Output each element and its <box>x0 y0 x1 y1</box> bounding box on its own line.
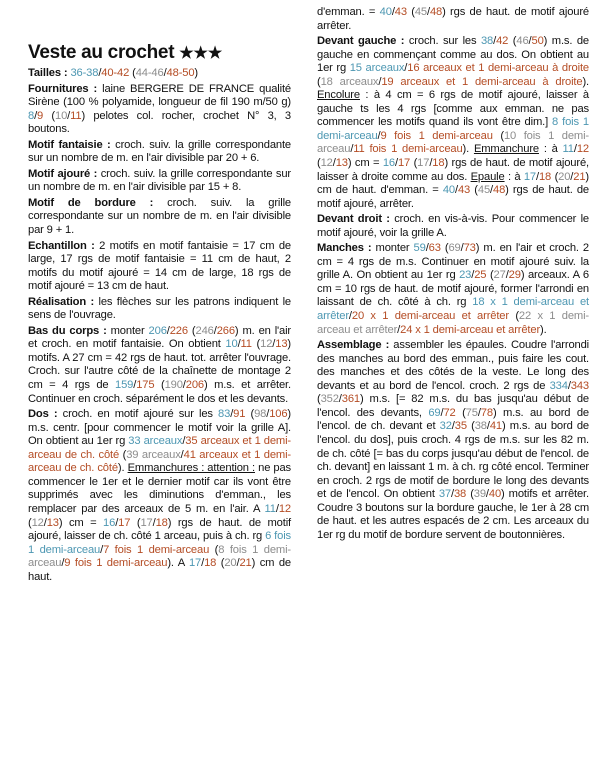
text-run: ) cm de haut. d'emman. = <box>317 170 589 197</box>
size-value: 37 <box>438 488 452 501</box>
size-value: 48 <box>429 6 443 18</box>
text-run: ) m.s. [= 82 m.s. du bas jusqu'au début de l'encol. des devants, <box>317 393 589 419</box>
subsection-heading: Emmanchures : attention : <box>127 462 255 475</box>
size-value: 69 <box>448 242 461 255</box>
size-value: 7 fois 1 demi-arceau <box>103 543 210 556</box>
text-run: ) cm de haut. <box>28 557 291 583</box>
left-paragraph <box>28 240 291 294</box>
text-run: laine BERGERE DE FRANCE qualité Sirène (100 % polyamide, longueur de fil 190 m/50 g) <box>28 82 291 109</box>
text-run: ) arceaux. A 6 cm = 10 rgs de haut. de motif ajouré, former l'arrondi en laissant de ch. côté à ch. rg <box>317 269 589 309</box>
right-paragraph <box>317 242 589 337</box>
size-value: 12 <box>576 143 589 156</box>
text-run: ( <box>187 324 196 337</box>
text-run: / <box>115 516 119 529</box>
size-value: 50 <box>531 35 544 48</box>
size-value: 11 <box>70 109 82 122</box>
right-paragraph <box>317 6 589 33</box>
left-paragraph <box>28 408 291 584</box>
size-value: 13 <box>335 157 348 170</box>
text-run: ( <box>551 170 559 183</box>
section-heading: Assemblage : <box>317 339 394 352</box>
size-value: 175 <box>136 379 155 392</box>
text-run: / <box>397 323 401 336</box>
text-run: croch. suiv. la grille correspondante sur un nombre de m. en l'air divisible par 9 + 1. <box>28 196 292 237</box>
text-run: / <box>350 143 354 156</box>
text-run: / <box>213 324 217 337</box>
size-value: 23 <box>459 269 472 282</box>
section-heading: Motif ajouré : <box>28 167 101 180</box>
size-value: 9 fois 1 demi-arceau <box>64 557 168 570</box>
text-run: ( <box>251 338 261 351</box>
text-run: ( <box>492 129 504 142</box>
text-run: / <box>573 143 577 156</box>
text-run: ne pas commencer le 1er et le dernier motif car ils vont être supprimés avec les diminutions d'emman., les remplacer par des arceaux de 5 m. en l'air. A <box>28 462 291 515</box>
size-value: 17 <box>523 170 537 183</box>
section-heading: Dos : <box>28 408 63 421</box>
text-run: ( <box>466 420 475 433</box>
text-run: ) <box>194 67 198 79</box>
size-value: 10 <box>225 338 238 351</box>
size-value: 69 <box>428 406 441 419</box>
text-run: ( <box>28 516 32 529</box>
size-value: 43 <box>394 6 407 18</box>
section-heading: Devant droit : <box>317 213 395 226</box>
size-value: 6 fois 1 demi-arceau <box>28 530 291 556</box>
left-column <box>28 42 291 586</box>
left-paragraph <box>28 296 291 323</box>
text-run: d'emman. = <box>317 6 380 18</box>
size-value: 40 <box>442 184 455 197</box>
size-value: 75 <box>465 406 478 419</box>
text-run: ). <box>117 462 128 475</box>
text-run: les flèches sur les patrons indiquent le sens de l'ouvrage. <box>28 295 291 322</box>
text-run: / <box>454 184 458 197</box>
left-sections <box>28 67 291 584</box>
size-value: 12 <box>320 157 333 170</box>
size-value: 206 <box>185 379 204 392</box>
size-value: 25 <box>474 269 487 282</box>
size-value: 33 arceaux <box>128 435 183 448</box>
text-run: ) m.s. au bord de l'encol. du dos], puis croch. 4 rgs de m.s. sur les 82 m. de ch. côté [= bas du corps jusqu'au début de l'encol. de ch. devant] en laissant 1 m. à ch. rg côté encol. Terminer en croch. 2 rgs de motif de bordure le long des devants et de l'encol. On obtient <box>317 420 589 501</box>
text-run: : à 4 cm = 6 rgs de motif ajouré, laisser à gauche ts les 4 rgs [comme aux emman. ne pas commencer les motifs quand ils vont être dim.] <box>317 89 589 129</box>
text-run: ( <box>466 488 474 501</box>
text-run: monter <box>375 242 414 255</box>
right-paragraph <box>317 339 589 542</box>
text-run: / <box>201 557 205 570</box>
size-value: 21 <box>573 170 586 183</box>
text-run: / <box>567 379 571 392</box>
text-run: / <box>338 393 342 406</box>
size-value: 13 <box>275 338 288 351</box>
size-value: 10 fois 1 demi-arceau <box>317 129 589 156</box>
left-paragraph <box>28 325 291 406</box>
size-value: 48-50 <box>166 67 195 79</box>
size-value: 9 <box>37 109 44 122</box>
size-value: 40 <box>488 488 502 501</box>
text-run: ( <box>317 393 321 406</box>
text-run: ( <box>486 269 494 282</box>
size-value: 45 <box>477 184 491 197</box>
left-paragraph <box>28 168 291 195</box>
text-run: ). <box>540 323 547 336</box>
size-value: 12 <box>278 502 291 515</box>
size-value: 29 <box>508 269 521 282</box>
left-paragraph <box>28 197 291 238</box>
text-run: / <box>471 269 475 282</box>
size-value: 24 x 1 demi-arceau et arrêter <box>400 323 541 336</box>
text-run: ) motifs et arrêter. Coudre 3 boutons sur la bordure gauche, le 1er à 28 cm de haut. et les autres espacés de 2 cm. Les arceaux du 1er rg du motif de bordure servent de boutonnières. <box>317 488 589 541</box>
text-run: ( <box>119 448 127 461</box>
size-value: 22 x 1 demi-arceau et arrêter <box>317 310 589 336</box>
text-run: ) m.s. de gauche en commençant comme au dos. On obtient au 1er rg <box>317 35 589 75</box>
size-value: 206 <box>148 324 167 337</box>
title-text: Veste au crochet <box>28 42 175 63</box>
size-value: 18 <box>538 170 552 183</box>
size-value: 20 x 1 demi-arceau et arrêter <box>351 310 509 323</box>
text-run: / <box>98 67 102 79</box>
size-value: 35 <box>454 420 467 433</box>
size-value: 98 <box>254 408 267 421</box>
size-value: 8 <box>28 109 35 122</box>
text-run: croch. en motif ajouré sur les <box>62 408 219 421</box>
text-run: ( <box>508 35 517 48</box>
size-value: 361 <box>341 393 360 406</box>
text-run: ( <box>508 310 519 323</box>
section-heading: Devant gauche : <box>317 35 409 48</box>
text-run: / <box>460 242 464 255</box>
text-run: ( <box>470 184 478 197</box>
size-value: 72 <box>443 406 456 419</box>
text-run: / <box>440 406 444 419</box>
text-run: ( <box>317 75 321 88</box>
size-value: 36-38 <box>70 67 99 79</box>
size-value: 17 <box>188 557 202 570</box>
size-value: 91 <box>233 408 246 421</box>
text-run: ). <box>462 143 474 156</box>
text-run: / <box>266 408 270 421</box>
text-run: / <box>490 184 493 197</box>
size-value: 83 <box>218 408 231 421</box>
difficulty-stars: ★★★ <box>179 45 223 62</box>
right-paragraph <box>317 35 589 211</box>
text-run: / <box>67 109 71 122</box>
text-run: croch. suiv. la grille correspondante sur un nombre de m. en l'air divisible par 15 + 8. <box>28 167 291 194</box>
size-value: 8 fois 1 demi-arceau <box>317 116 589 142</box>
text-run: / <box>275 502 279 515</box>
size-value: 43 <box>457 184 471 197</box>
text-run: croch. en vis-à-vis. Pour commencer le motif ajouré, voir la grille A. <box>317 213 589 239</box>
text-run: / <box>180 448 184 461</box>
size-value: 352 <box>320 393 339 406</box>
size-value: 63 <box>428 242 441 255</box>
section-heading: Bas du corps : <box>28 324 111 337</box>
text-run: monter <box>110 324 149 337</box>
left-paragraph <box>28 67 291 81</box>
size-value: 59 <box>413 242 426 255</box>
text-run: / <box>348 310 352 323</box>
text-run: ) m.s. centr. [pour commencer le motif voir la grille A]. On obtient au 1er rg <box>28 408 291 448</box>
text-run: / <box>451 488 454 501</box>
size-value: 266 <box>216 324 235 337</box>
size-value: 38 <box>453 488 467 501</box>
text-run: ( <box>129 67 136 79</box>
size-value: 159 <box>115 379 134 392</box>
text-run: / <box>43 516 47 529</box>
text-run: / <box>163 67 167 79</box>
text-run: / <box>332 157 336 170</box>
right-paragraph <box>317 213 589 240</box>
text-run: ( <box>440 242 449 255</box>
text-run: / <box>477 406 481 419</box>
size-value: 334 <box>549 379 568 392</box>
size-value: 48 <box>493 184 506 197</box>
size-value: 16 <box>103 516 116 529</box>
text-run: : à <box>538 143 563 156</box>
text-run: / <box>486 420 490 433</box>
text-run: / <box>429 157 433 170</box>
size-value: 78 <box>480 406 493 419</box>
size-value: 40-42 <box>101 67 130 79</box>
text-run: ( <box>130 516 141 529</box>
size-value: 27 <box>493 269 506 282</box>
text-run: / <box>378 75 382 88</box>
size-value: 44-46 <box>135 67 164 79</box>
size-value: 32 <box>439 420 452 433</box>
left-paragraph <box>28 139 291 166</box>
text-run: ) m.s. et arrêter. Continuer en croch. séparément le dos et les devants. <box>28 379 291 405</box>
text-run: ) m.s. au bord de l'encol. de ch. devant et <box>317 406 589 433</box>
size-value: 46 <box>516 35 529 48</box>
size-value: 11 <box>562 143 574 156</box>
text-run: / <box>152 516 156 529</box>
text-run: / <box>485 488 489 501</box>
size-value: 18 arceaux <box>320 75 379 88</box>
text-run: / <box>528 35 532 48</box>
size-value: 17 <box>140 516 153 529</box>
text-run: / <box>505 269 509 282</box>
text-run: ) m. en l'air et croch. 2 cm = 4 rgs de m.s. Continuer en motif ajouré suiv. la grille A. On obtient au 1er rg <box>317 242 589 282</box>
size-value: 42 <box>496 35 509 48</box>
size-value: 18 x 1 demi-arceau et arrêter <box>317 296 589 323</box>
text-run: ( <box>216 557 225 570</box>
text-run: ( <box>317 157 321 170</box>
size-value: 18 <box>432 157 445 170</box>
text-run: / <box>451 420 455 433</box>
section-heading: Tailles : <box>28 67 71 79</box>
size-value: 190 <box>164 379 183 392</box>
text-run: / <box>133 379 137 392</box>
text-run: ) rgs de haut. de motif ajouré arrêter. <box>317 6 589 32</box>
text-run: / <box>536 170 539 183</box>
text-run: ( <box>410 157 418 170</box>
text-run: ( <box>455 406 466 419</box>
right-column <box>317 6 589 544</box>
size-value: 38 <box>474 420 487 433</box>
pattern-title <box>28 42 291 65</box>
size-value: 12 <box>31 516 44 529</box>
size-value: 20 <box>558 170 571 183</box>
text-run: ) cm = <box>347 157 383 170</box>
size-value: 246 <box>195 324 214 337</box>
text-run: / <box>377 129 381 142</box>
text-run: ) motifs. A 27 cm = 42 rgs de haut. tot. arrêter l'ouvrage. Croch. sur l'autre côté de la chaînette de montage 2 cm = 4 rgs de <box>28 338 291 392</box>
text-run: ) pelotes col. rocher, crochet N° 3, 3 boutons. <box>28 109 291 136</box>
text-run: / <box>236 557 240 570</box>
text-run: croch. suiv. la grille correspondante sur un nombre de m. en l'air divisible par 20 + 6. <box>28 138 291 165</box>
section-heading: Motif de bordure : <box>28 196 168 209</box>
text-run: / <box>230 408 234 421</box>
section-heading: Réalisation : <box>28 295 99 308</box>
text-run: 2 motifs en motif fantaisie = 17 cm de large, 17 rgs de motif fantaisie = 11 cm de haut, 2 motifs du motif ajouré = 14 cm de large, 18 rgs de motif ajouré = 13 cm de haut. <box>28 239 291 293</box>
size-value: 35 arceaux et 1 demi-arceau de ch. côté <box>28 435 292 461</box>
size-value: 11 fois 1 demi-arceau <box>353 143 463 156</box>
text-run: / <box>391 6 395 18</box>
section-heading: Manches : <box>317 242 376 255</box>
size-value: 45 <box>414 6 428 18</box>
text-run: ). <box>582 75 590 88</box>
size-value: 73 <box>463 242 476 255</box>
size-value: 15 arceaux <box>349 62 405 75</box>
text-run: / <box>570 170 574 183</box>
size-value: 41 arceaux et 1 demi-arceau de ch. côté <box>28 448 291 475</box>
text-run: / <box>425 242 429 255</box>
subsection-heading: Epaule <box>470 170 505 183</box>
text-run: / <box>404 62 408 75</box>
section-heading: Fournitures : <box>28 82 103 95</box>
left-paragraph <box>28 83 291 137</box>
size-value: 39 arceaux <box>126 448 181 461</box>
size-value: 19 arceaux et 1 demi-arceau à droite <box>381 75 583 88</box>
text-run: / <box>395 157 398 170</box>
size-value: 16 <box>382 157 395 170</box>
subsection-heading: Encolure <box>317 89 360 102</box>
size-value: 41 <box>489 420 502 433</box>
size-value: 11 <box>240 338 252 351</box>
subsection-heading: Emmanchure <box>473 143 539 156</box>
section-heading: Echantillon : <box>28 239 100 252</box>
size-value: 343 <box>570 379 589 392</box>
text-run: ( <box>209 543 219 556</box>
text-run: ) cm = <box>58 516 104 529</box>
size-value: 11 <box>264 502 276 515</box>
size-value: 12 <box>260 338 273 351</box>
size-value: 40 <box>379 6 392 18</box>
size-value: 13 <box>46 516 59 529</box>
size-value: 21 <box>239 557 252 570</box>
size-value: 17 <box>118 516 131 529</box>
text-run: ( <box>406 6 415 18</box>
size-value: 20 <box>224 557 237 570</box>
size-value: 18 <box>204 557 217 570</box>
text-run: / <box>272 338 276 351</box>
size-value: 38 <box>480 35 494 48</box>
size-value: 16 arceaux et 1 demi-arceau à droite <box>407 62 589 75</box>
size-value: 106 <box>269 408 288 421</box>
text-run: ( <box>43 109 55 122</box>
text-run: / <box>427 6 430 18</box>
size-value: 17 <box>397 157 411 170</box>
text-run: ) m. en l'air et croch. en motif fantaisie. On obtient <box>28 324 291 351</box>
text-run: / <box>100 543 104 556</box>
text-run: / <box>166 324 170 337</box>
text-run: / <box>237 338 241 351</box>
text-run: / <box>182 435 186 448</box>
text-run: ) rgs de haut. de motif ajouré, laisser à droite comme au dos. <box>317 157 589 183</box>
size-value: 17 <box>417 157 430 170</box>
section-heading: Motif fantaisie : <box>28 138 116 151</box>
size-value: 9 fois 1 demi-arceau <box>380 129 493 142</box>
text-run: assembler les épaules. Coudre l'arrondi des manches au bord des emman., puis faire les cout. des manches et des côtés de la veste. Le long des devants et au bord de l'encol. croch. 2 rgs de <box>317 339 589 392</box>
text-run: ( <box>245 408 255 421</box>
right-sections <box>317 6 589 542</box>
size-value: 10 <box>55 109 68 122</box>
size-value: 8 fois 1 demi-arceau <box>28 543 291 570</box>
size-value: 18 <box>155 516 168 529</box>
text-run: ). A <box>167 557 189 570</box>
text-run: ) rgs de haut. de motif ajouré, laisser de ch. côté 1 arceau, puis à ch. rg <box>28 516 291 543</box>
size-value: 39 <box>473 488 486 501</box>
text-run: ) rgs de haut. de motif ajouré, arrêter. <box>317 184 590 210</box>
text-run: / <box>34 109 38 122</box>
text-run: croch. sur les <box>408 35 481 48</box>
size-value: 226 <box>169 324 188 337</box>
text-run: / <box>61 557 65 570</box>
text-run: ( <box>154 379 165 392</box>
text-run: : à <box>504 170 524 183</box>
text-run: / <box>493 35 497 48</box>
text-run: / <box>182 379 186 392</box>
